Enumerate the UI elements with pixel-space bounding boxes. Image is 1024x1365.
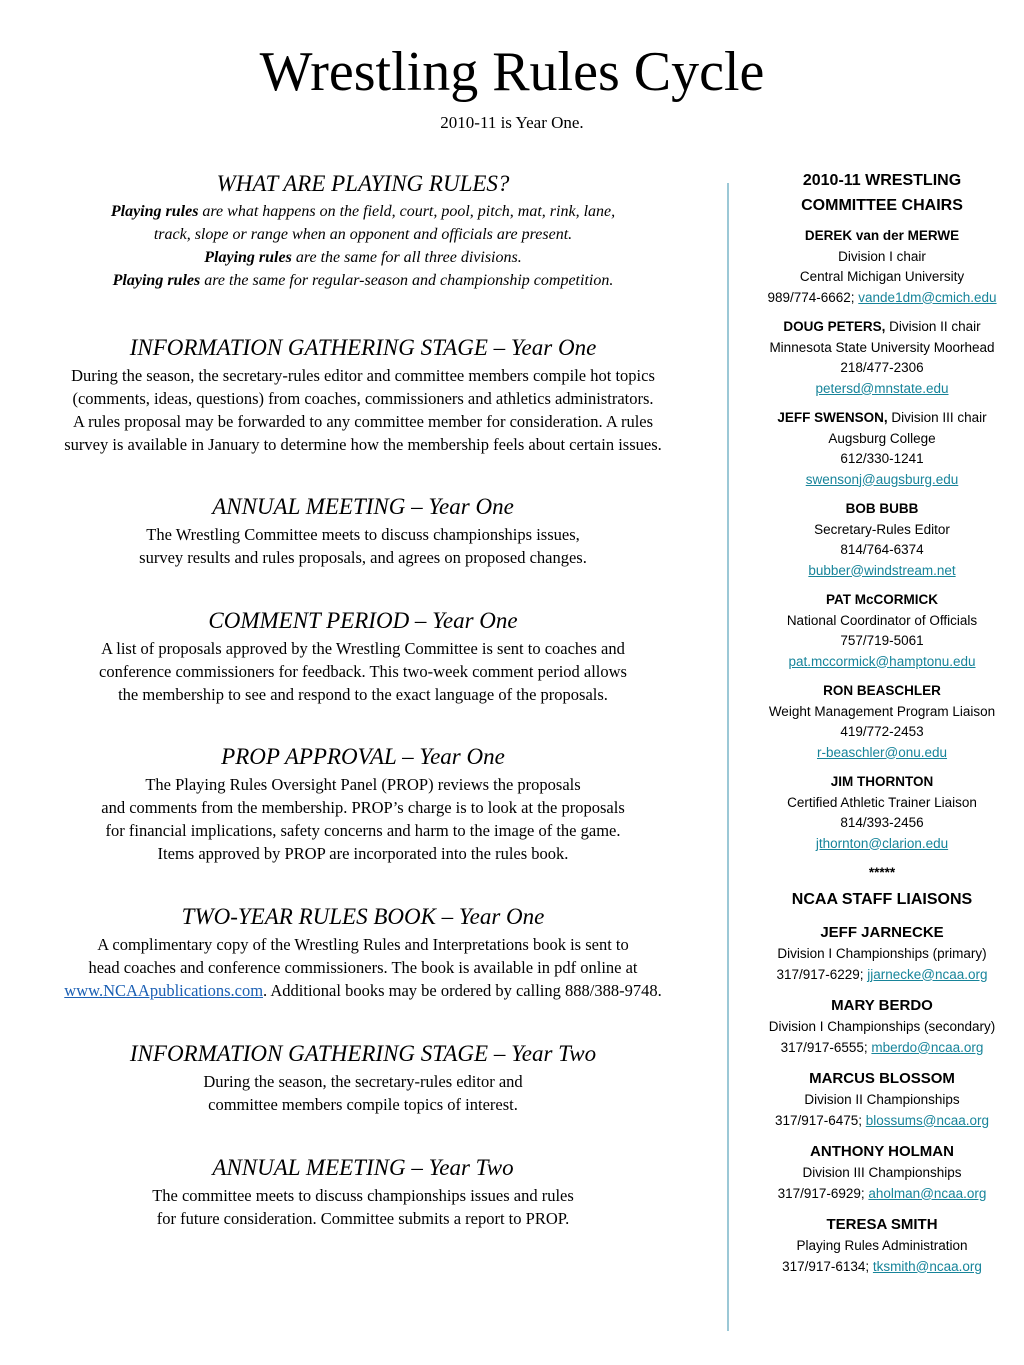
contact-berdo: [740, 995, 1024, 1058]
email-link[interactable]: blossums@ncaa.org: [865, 1112, 990, 1128]
contact-role: Secretary-Rules Editor: [814, 521, 950, 537]
email-link[interactable]: jjarnecke@ncaa.org: [867, 966, 988, 982]
contact-phone: 989/774-6662;: [767, 289, 859, 305]
email-link[interactable]: aholman@ncaa.org: [868, 1185, 987, 1201]
separator-stars: *****: [868, 865, 896, 880]
contact-name-role: [740, 317, 1024, 338]
sidebar-staff-heading: [740, 887, 1024, 912]
page-title: Wrestling Rules Cycle: [259, 41, 765, 103]
email-link[interactable]: mberdo@ncaa.org: [871, 1039, 984, 1055]
contact-role: National Coordinator of Officials: [786, 612, 978, 628]
section-line: A rules proposal may be forwarded to any committee member for consideration. A rules: [72, 412, 654, 431]
contact-name: PAT McCORMICK: [826, 592, 938, 607]
section-line: The committee meets to discuss championships issues and rules: [152, 1186, 574, 1205]
contact-phone: 317/917-6555;: [780, 1039, 872, 1055]
contact-phone: 317/917-6134;: [782, 1258, 873, 1274]
contact-name-role: [740, 408, 1024, 429]
info-gathering-year-one-section: [10, 334, 716, 456]
section-line: [10, 246, 716, 269]
contact-name: JEFF JARNECKE: [820, 924, 944, 941]
email-link[interactable]: bubber@windstream.net: [808, 562, 956, 578]
contact-holman: [740, 1141, 1024, 1204]
section-heading: ANNUAL MEETING – Year One: [212, 494, 514, 519]
contact-beaschler: [740, 681, 1024, 763]
contact-name: MARY BERDO: [831, 997, 933, 1014]
contact-phone-email: [740, 288, 1024, 309]
term: Playing rules: [112, 272, 201, 289]
contact-name: DEREK van der MERWE: [804, 228, 960, 243]
section-line: the membership to see and respond to the exact language of the proposals.: [118, 685, 608, 704]
sidebar-separator: [740, 863, 1024, 884]
annual-meeting-year-one-section: [10, 493, 716, 569]
section-heading: COMMENT PERIOD – Year One: [208, 608, 518, 633]
prop-approval-section: [10, 743, 716, 865]
email-link[interactable]: tksmith@ncaa.org: [872, 1258, 982, 1274]
contact-name: MARCUS BLOSSOM: [809, 1070, 955, 1087]
comment-period-section: [10, 607, 716, 706]
contact-bubb: [740, 499, 1024, 581]
email-link[interactable]: swensonj@augsburg.edu: [805, 471, 959, 487]
email-link[interactable]: vande1dm@cmich.edu: [858, 289, 997, 305]
contact-mccormick: [740, 590, 1024, 672]
contact-name: BOB BUBB: [845, 501, 919, 516]
page-subtitle: 2010-11 is Year One.: [440, 113, 584, 132]
contact-role: Division III chair: [887, 410, 987, 425]
contact-smith: [740, 1214, 1024, 1277]
section-heading: TWO-YEAR RULES BOOK – Year One: [181, 904, 545, 929]
rules-book-section: [10, 903, 716, 1002]
contact-phone-email: [740, 1111, 1024, 1132]
section-line: for future consideration. Committee submits a report to PROP.: [156, 1209, 570, 1228]
contact-peters: [740, 317, 1024, 399]
section-line: [10, 979, 716, 1002]
section-line: The Playing Rules Oversight Panel (PROP) reviews the proposals: [145, 775, 581, 794]
text: . Additional books may be ordered by calling 888/388-9748.: [263, 981, 662, 1000]
term: Playing rules: [110, 203, 199, 220]
email-link[interactable]: pat.mccormick@hamptonu.edu: [788, 653, 976, 669]
contact-role: Weight Management Program Liaison: [768, 703, 996, 719]
contact-role: Division I chair: [838, 248, 926, 264]
section-heading: INFORMATION GATHERING STAGE – Year One: [129, 335, 597, 360]
section-line: A complimentary copy of the Wrestling Rules and Interpretations book is sent to: [97, 935, 629, 954]
section-line: survey is available in January to determine how the membership feels about certain issues.: [64, 435, 662, 454]
contact-blossom: [740, 1068, 1024, 1131]
section-line: During the season, the secretary-rules editor and committee members compile hot topics: [71, 366, 655, 385]
column-divider: [727, 183, 729, 1331]
contact-org: Augsburg College: [828, 430, 936, 446]
section-line: Items approved by PROP are incorporated into the rules book.: [157, 844, 569, 863]
contact-role: Division III Championships: [802, 1165, 962, 1180]
contact-phone: 612/330-1241: [840, 451, 924, 466]
contact-phone: 317/917-6475;: [774, 1112, 866, 1128]
contact-role: Division I Championships (secondary): [768, 1019, 996, 1034]
contact-phone-email: [740, 1038, 1024, 1059]
text: are the same for all three divisions.: [291, 249, 522, 266]
section-line: committee members compile topics of interest.: [208, 1095, 518, 1114]
contact-thornton: [740, 772, 1024, 854]
contact-org: Minnesota State University Moorhead: [769, 339, 995, 355]
section-line: and comments from the membership. PROP’s charge is to look at the proposals: [101, 798, 625, 817]
contact-phone: 317/917-6229;: [776, 966, 868, 982]
section-heading: INFORMATION GATHERING STAGE – Year Two: [129, 1041, 597, 1066]
section-line: (comments, ideas, questions) from coaches, commissioners and athletics administrators.: [72, 389, 654, 408]
contact-phone: 814/393-2456: [840, 815, 924, 830]
email-link[interactable]: petersd@mnstate.edu: [815, 380, 949, 396]
section-line: survey results and rules proposals, and agrees on proposed changes.: [139, 548, 587, 567]
contact-role: Certified Athletic Trainer Liaison: [787, 794, 977, 810]
contact-jarnecke: [740, 922, 1024, 985]
sidebar-heading: 2010-11 WRESTLING: [802, 172, 962, 189]
contact-phone-email: [740, 1257, 1024, 1278]
contact-phone-email: [740, 1184, 1024, 1205]
contact-phone: 757/719-5061: [840, 633, 924, 648]
sidebar-heading: COMMITTEE CHAIRS: [801, 197, 963, 214]
section-line: During the season, the secretary-rules editor and: [203, 1072, 523, 1091]
contact-role: Division I Championships (primary): [777, 946, 987, 961]
section-line: conference commissioners for feedback. This two-week comment period allows: [99, 662, 627, 681]
ncaa-publications-link[interactable]: www.NCAApublications.com: [64, 981, 264, 1000]
text: are what happens on the field, court, pool, pitch, mat, rink, lane,: [198, 203, 616, 220]
annual-meeting-year-two-section: [10, 1154, 716, 1230]
section-line: for financial implications, safety concerns and harm to the image of the game.: [105, 821, 621, 840]
contact-name: ANTHONY HOLMAN: [810, 1143, 954, 1160]
contact-name: DOUG PETERS,: [783, 319, 886, 334]
contact-role: Division II chair: [885, 319, 981, 334]
contact-name: JEFF SWENSON,: [777, 410, 888, 425]
email-link[interactable]: jthornton@clarion.edu: [815, 835, 949, 851]
email-link[interactable]: r-beaschler@onu.edu: [816, 744, 948, 760]
info-gathering-year-two-section: [10, 1040, 716, 1116]
section-line: The Wrestling Committee meets to discuss championships issues,: [146, 525, 580, 544]
sidebar-committee-heading: [740, 168, 1024, 218]
contact-phone: 814/764-6374: [840, 542, 924, 557]
section-line: [10, 269, 716, 292]
section-heading: PROP APPROVAL – Year One: [221, 744, 505, 769]
term: Playing rules: [204, 249, 292, 266]
contact-merwe: [740, 226, 1024, 308]
sidebar-heading: NCAA STAFF LIAISONS: [791, 891, 973, 908]
contact-name: RON BEASCHLER: [823, 683, 941, 698]
contact-phone: 419/772-2453: [840, 724, 924, 739]
contact-name: JIM THORNTON: [830, 774, 934, 789]
section-heading: WHAT ARE PLAYING RULES?: [216, 171, 510, 196]
contact-phone: 218/477-2306: [840, 360, 924, 375]
contact-role: Division II Championships: [804, 1092, 960, 1107]
text: are the same for regular-season and championship competition.: [200, 272, 614, 289]
contact-phone-email: [740, 965, 1024, 986]
section-heading: ANNUAL MEETING – Year Two: [212, 1155, 514, 1180]
contact-org: Central Michigan University: [799, 269, 965, 284]
contact-name: TERESA SMITH: [826, 1216, 938, 1233]
contact-phone: 317/917-6929;: [777, 1185, 869, 1201]
contact-swenson: [740, 408, 1024, 490]
section-line: track, slope or range when an opponent and officials are present.: [153, 226, 573, 243]
section-line: A list of proposals approved by the Wrestling Committee is sent to coaches and: [101, 639, 625, 658]
section-line: head coaches and conference commissioners. The book is available in pdf online at: [88, 958, 638, 977]
contact-role: Playing Rules Administration: [796, 1238, 968, 1253]
playing-rules-section: [10, 170, 716, 292]
section-line: [10, 200, 716, 223]
